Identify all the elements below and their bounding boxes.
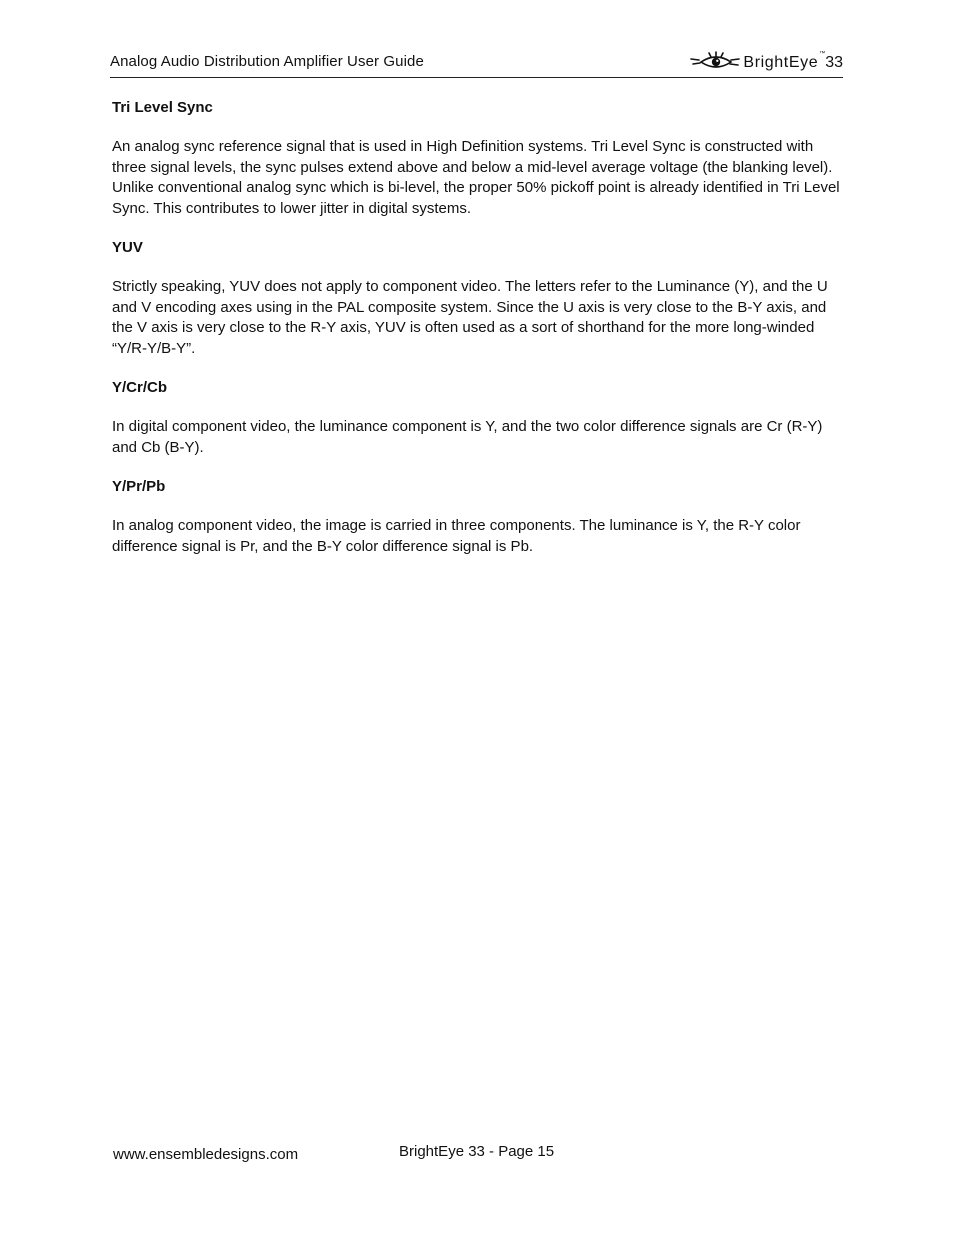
section-heading: Y/Pr/Pb	[112, 478, 166, 495]
brighteye-eye-icon	[689, 51, 741, 73]
glossary-section-y-cr-cb	[112, 378, 840, 458]
glossary-section-tri-level-sync	[112, 98, 840, 219]
section-heading: Tri Level Sync	[112, 99, 213, 116]
brighteye-logo	[689, 50, 843, 74]
section-heading: Y/Cr/Cb	[112, 379, 168, 396]
footer-page-number: BrightEye 33 - Page 15	[399, 1143, 555, 1160]
page-header	[110, 50, 843, 78]
section-body: Strictly speaking, YUV does not apply to component video. The letters refer to the Luminance (Y), and the U and V encoding axes using in the PAL composite system. Since the U axis is very close to the B-Y axis, and the V axis is very close to the R-Y axis, YUV is often used as a sort of shorthand for the more long-winded “Y/R-Y/B-Y”.	[112, 278, 828, 357]
logo-trademark: ™	[819, 51, 826, 57]
section-body: An analog sync reference signal that is used in High Definition systems. Tri Level Sync is constructed with three signal levels, the sync pulses extend above and below a mid-level average voltage (the blanking level). Unlike conventional analog sync which is bi-level, the proper 50% pickoff point is already identified in Tri Level Sync. This contributes to lower jitter in digital systems.	[112, 138, 840, 217]
glossary-section-y-pr-pb	[112, 477, 840, 557]
glossary-section-yuv	[112, 238, 840, 359]
section-heading: YUV	[112, 239, 143, 256]
logo-model-number: 33	[825, 54, 843, 71]
document-title: Analog Audio Distribution Amplifier User Guide	[110, 53, 424, 70]
logo-wordmark: BrightEye	[743, 54, 819, 71]
section-body: In analog component video, the image is carried in three components. The luminance is Y, the R-Y color difference signal is Pr, and the B-Y color difference signal is Pb.	[112, 517, 801, 555]
section-body: In digital component video, the luminance component is Y, and the two color difference signals are Cr (R-Y) and Cb (B-Y).	[112, 418, 823, 456]
footer-website: www.ensembledesigns.com	[113, 1146, 299, 1163]
glossary-content	[112, 98, 840, 576]
